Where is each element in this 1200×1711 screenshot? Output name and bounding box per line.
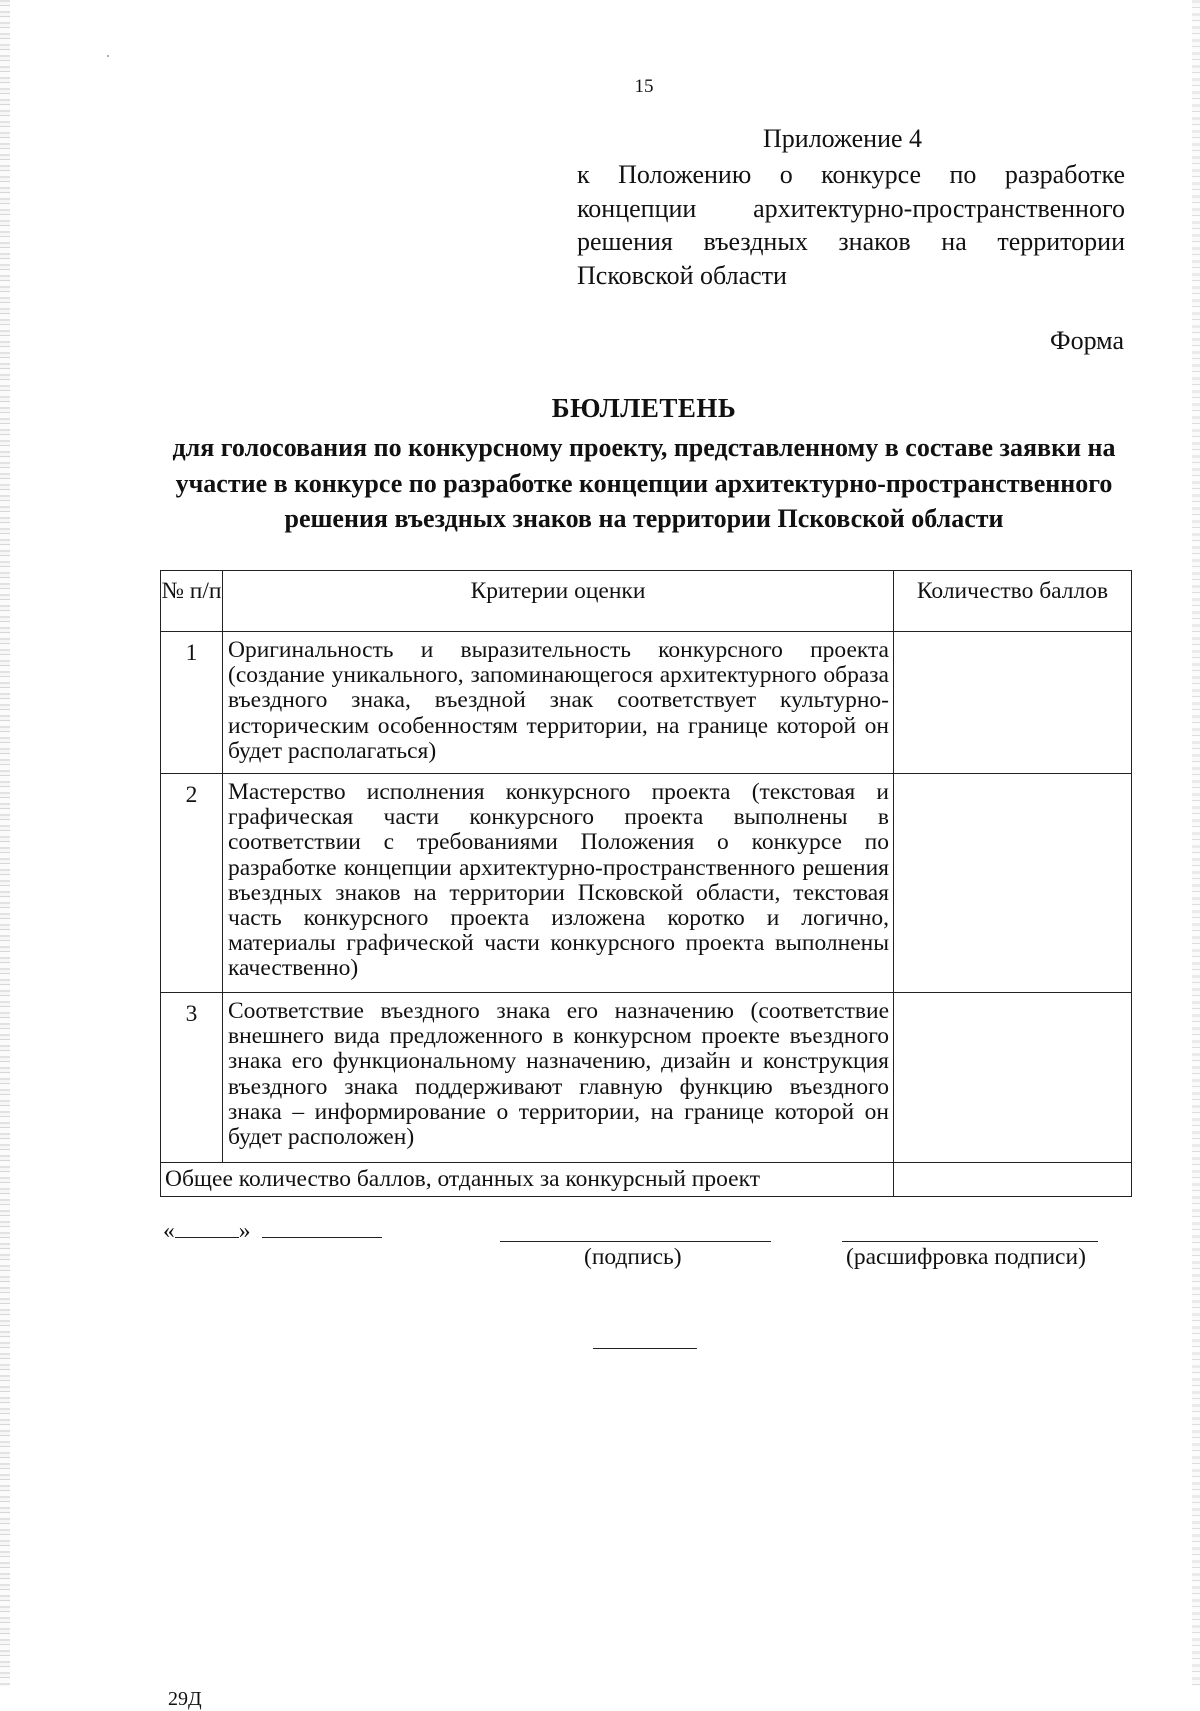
- row-number: 2: [161, 774, 223, 993]
- scan-speck: [107, 55, 109, 57]
- table-row: [161, 993, 1132, 1163]
- appendix-reference: к Положению о конкурсе по разработке концепции архитектурно-пространственного решения въездных знаков на территории Псковской области: [577, 160, 1125, 290]
- row-criterion: Мастерство исполнения конкурсного проекта (текстовая и графическая части конкурсного проекта выполнены в соответствии с требованиями Положения о конкурсе по разработке концепции архитектурно-пространственного решения въездных знаков на территории Псковской области, текстовая часть конкурсного проекта изложена коротко и логично, материалы графической части конкурсного проекта выполнены качественно): [223, 774, 894, 993]
- criteria-table: [160, 570, 1132, 1197]
- total-score-cell[interactable]: [894, 1163, 1132, 1197]
- document-title: БЮЛЛЕТЕНЬ: [551, 393, 737, 423]
- table-header-row: [161, 571, 1132, 632]
- appendix-title: Приложение 4: [763, 124, 923, 153]
- row-criterion: Соответствие въездного знака его назначению (соответствие внешнего вида предложенного в конкурсном проекте въездного знака его функциональному назначению, дизайн и конструкция въездного знака поддерживают главную функцию въездного знака – информирование о территории, на границе которой он будет расположен): [223, 993, 894, 1163]
- page-number: 15: [634, 76, 654, 97]
- row-number: 1: [161, 632, 223, 774]
- row-score-cell[interactable]: [894, 993, 1132, 1163]
- quote-open: «: [163, 1218, 175, 1244]
- row-number: 3: [161, 993, 223, 1163]
- date-field[interactable]: [163, 1218, 382, 1245]
- signature-caption: (подпись): [584, 1244, 682, 1270]
- header-number: № п/п: [161, 571, 223, 632]
- row-score-cell[interactable]: [894, 632, 1132, 774]
- scan-edge-right: [1192, 0, 1200, 1686]
- signature-decode-caption: (расшифровка подписи): [846, 1244, 1086, 1270]
- row-score-cell[interactable]: [894, 774, 1132, 993]
- table-row: [161, 632, 1132, 774]
- table-row: [161, 774, 1132, 993]
- page-code: 29Д: [168, 1688, 202, 1710]
- header-score: Количество баллов: [894, 571, 1132, 632]
- document-subtitle: для голосования по конкурсному проекту, представленному в составе заявки на участие в конкурсе по разработке концепции архитектурно-пространственного решения въездных знаков на территории Псковской области: [172, 433, 1116, 533]
- form-label: Форма: [1050, 326, 1124, 355]
- total-row: [161, 1163, 1132, 1197]
- quote-close: »: [238, 1218, 251, 1244]
- month-year-blank[interactable]: [262, 1221, 382, 1238]
- signature-line[interactable]: [500, 1241, 771, 1242]
- day-blank[interactable]: [175, 1221, 239, 1238]
- scan-edge-left: [0, 0, 10, 1686]
- end-divider: [593, 1348, 697, 1349]
- header-criteria: Критерии оценки: [223, 571, 894, 632]
- total-label: Общее количество баллов, отданных за конкурсный проект: [161, 1163, 894, 1197]
- signature-decode-line[interactable]: [842, 1241, 1098, 1242]
- row-criterion: Оригинальность и выразительность конкурсного проекта (создание уникального, запоминающегося архитектурного образа въездного знака, въездной знак соответствует культурно-историческим особенностям территории, на границе которой он будет располагаться): [223, 632, 894, 774]
